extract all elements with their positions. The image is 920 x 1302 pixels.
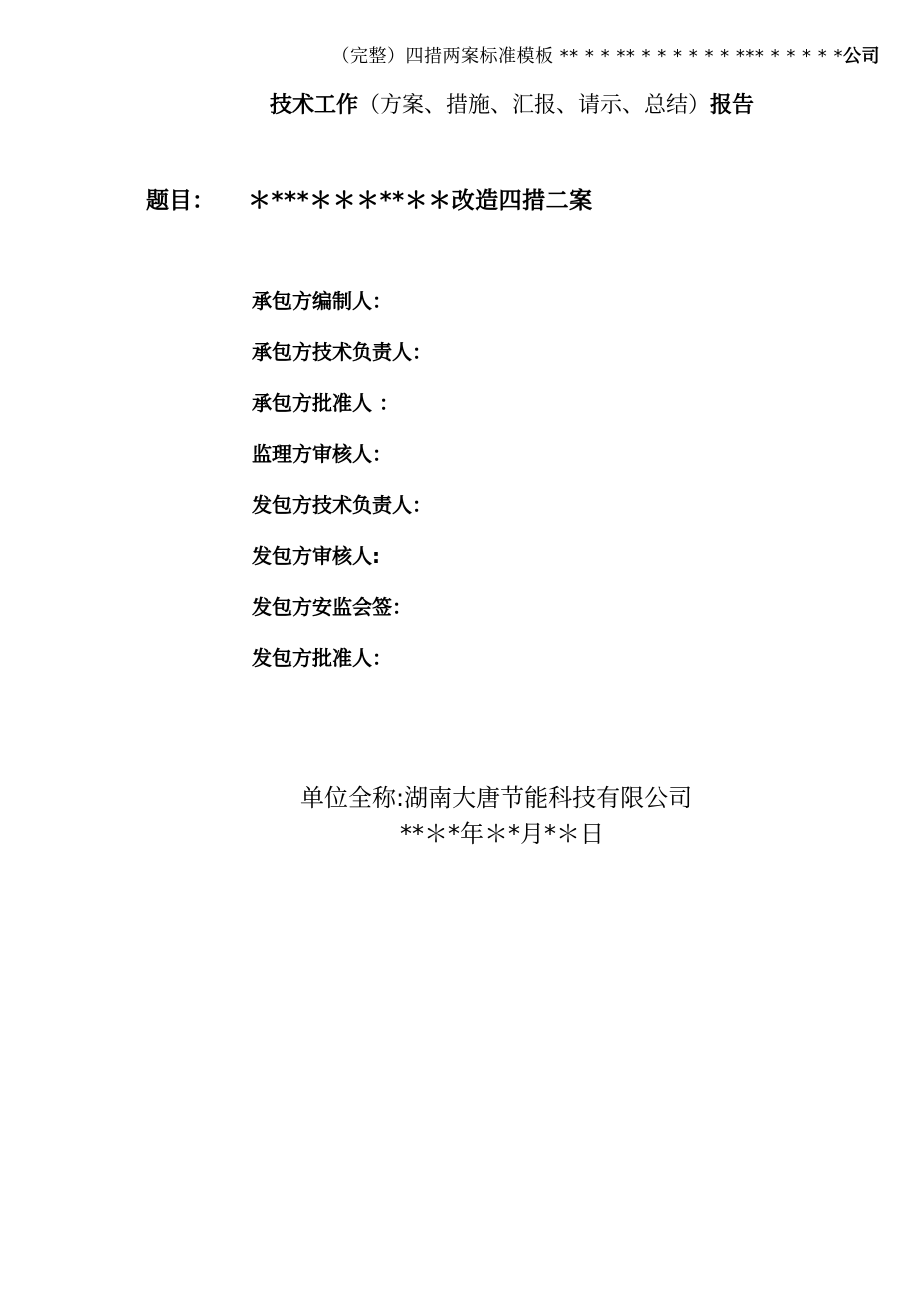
- signatory-client-approver: 发包方批准人：: [252, 646, 392, 670]
- signatory-client-reviewer: 发包方审核人:: [252, 544, 380, 568]
- signatory-contractor-tech-lead: 承包方技术负责人：: [252, 340, 432, 364]
- topic-label: 题目：: [146, 188, 215, 214]
- footer-block: [300, 780, 740, 852]
- organization-name: 单位全称:湖南大唐节能科技有限公司: [300, 784, 693, 812]
- header-template-text: （完整）四措两案标准模板 ** * * ** * * * * * * *** * * * * *: [331, 46, 843, 67]
- signatory-contractor-compiler: 承包方编制人：: [252, 289, 392, 313]
- signatory-client-safety-countersign: 发包方安监会签：: [252, 595, 412, 619]
- report-title-part3: 报告: [710, 93, 755, 118]
- header-company-text: 公司: [843, 46, 880, 67]
- signatory-contractor-approver: 承包方批准人 ：: [252, 391, 399, 415]
- report-title: [0, 88, 920, 119]
- topic-value: ＊***＊＊＊**＊＊改造四措二案: [248, 188, 593, 214]
- signatory-supervisor-reviewer: 监理方审核人：: [252, 442, 392, 466]
- document-date: **＊*年＊*月*＊日: [400, 820, 604, 848]
- signatory-client-tech-lead: 发包方技术负责人：: [252, 493, 432, 517]
- signatory-list: [252, 286, 432, 694]
- topic-row: [146, 182, 593, 215]
- report-title-part2: （方案、措施、汇报、请示、总结）: [357, 93, 710, 118]
- report-title-part1: 技术工作: [269, 93, 358, 118]
- document-header: [331, 42, 880, 68]
